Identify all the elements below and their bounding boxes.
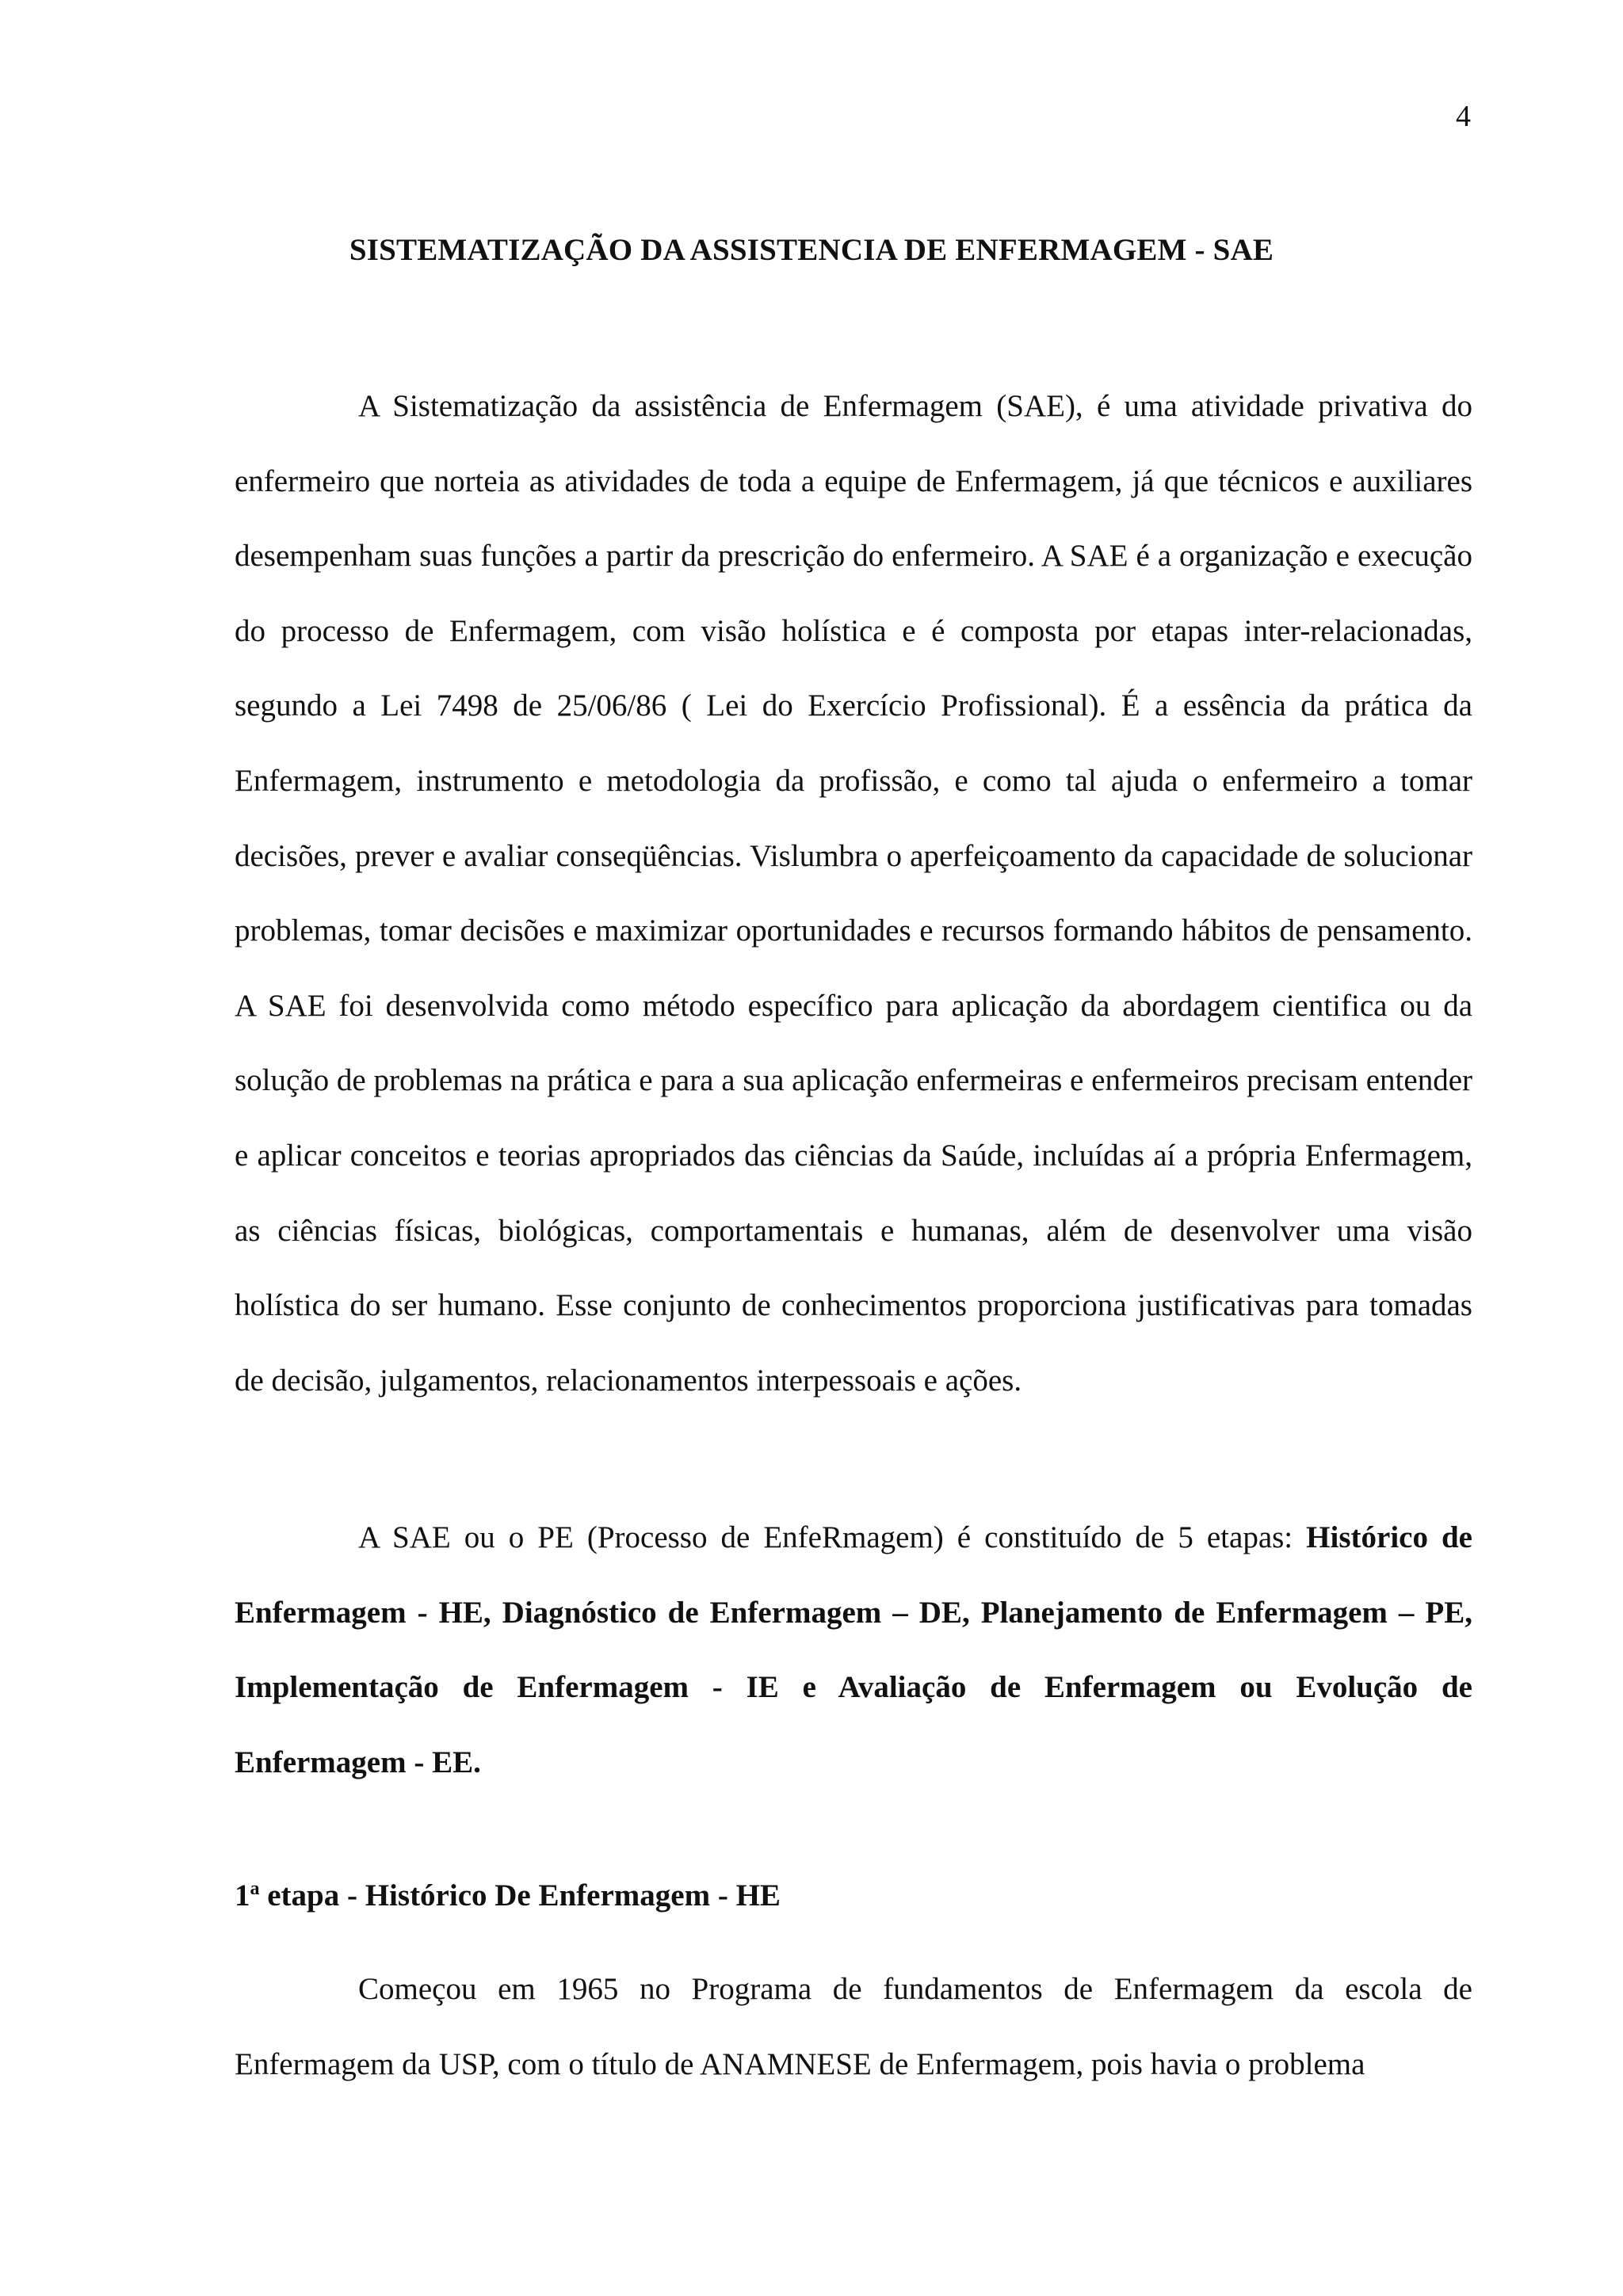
ordinal-indicator: a xyxy=(250,1878,260,1899)
paragraph-text: A Sistematização da assistência de Enfermagem (SAE), é uma atividade privativa do enfermeiro que norteia as atividades de toda a equipe de Enfermagem, já que técnicos e auxiliares desempenham suas funções a partir da prescrição do enfermeiro. A SAE é a organização e execução do processo de Enfermagem, com visão holística e é composta por etapas inter-relacionadas, segundo a Lei 7498 de 25/06/86 ( Lei do Exercício Profissional). É a essência da prática da Enfermagem, instrumento e metodologia da profissão, e como tal ajuda o enfermeiro a tomar decisões, prever e avaliar conseqüências. Vislumbra o aperfeiçoamento da capacidade de solucionar problemas, tomar decisões e maximizar oportunidades e recursos formando hábitos de pensamento. A SAE foi desenvolvida como método específico para aplicação da abordagem cientifica ou da solução de problemas na prática e para a sua aplicação enfermeiras e enfermeiros precisam entender e aplicar conceitos e teorias apropriados das ciências da Saúde, incluídas aí a própria Enfermagem, as ciências físicas, biológicas, comportamentais e humanas, além de desenvolver uma visão holística do ser humano. Esse conjunto de conhecimentos proporciona justificativas para tomadas de decisão, julgamentos, relacionamentos interpessoais e ações. xyxy=(235,389,1472,1398)
paragraph-stages-intro: A SAE ou o PE (Processo de EnfeRmagem) é constituído de 5 etapas: xyxy=(358,1520,1307,1554)
paragraph-intro xyxy=(235,369,1472,1418)
document-title: SISTEMATIZAÇÃO DA ASSISTENCIA DE ENFERMAGEM - SAE xyxy=(349,233,1274,267)
paragraph-stages xyxy=(235,1501,1472,1800)
page-number: 4 xyxy=(1456,100,1471,133)
section-heading xyxy=(235,1878,781,1915)
paragraph-stages-list: Histórico de Enfermagem - HE, Diagnóstico de Enfermagem – DE, Planejamento de Enfermagem – PE, Implementação de Enfermagem - IE e Avaliação de Enfermagem ou Evolução de Enfermagem - EE. xyxy=(235,1520,1472,1779)
paragraph-text: Começou em 1965 no Programa de fundamentos de Enfermagem da escola de Enfermagem da USP, com o título de ANAMNESE de Enfermagem, pois havia o problema xyxy=(235,1972,1472,2081)
section-title: etapa - Histórico De Enfermagem - HE xyxy=(259,1878,781,1913)
paragraph-text xyxy=(235,1501,1472,1800)
paragraph-history xyxy=(235,1952,1472,2102)
section-number: 1 xyxy=(235,1878,250,1913)
